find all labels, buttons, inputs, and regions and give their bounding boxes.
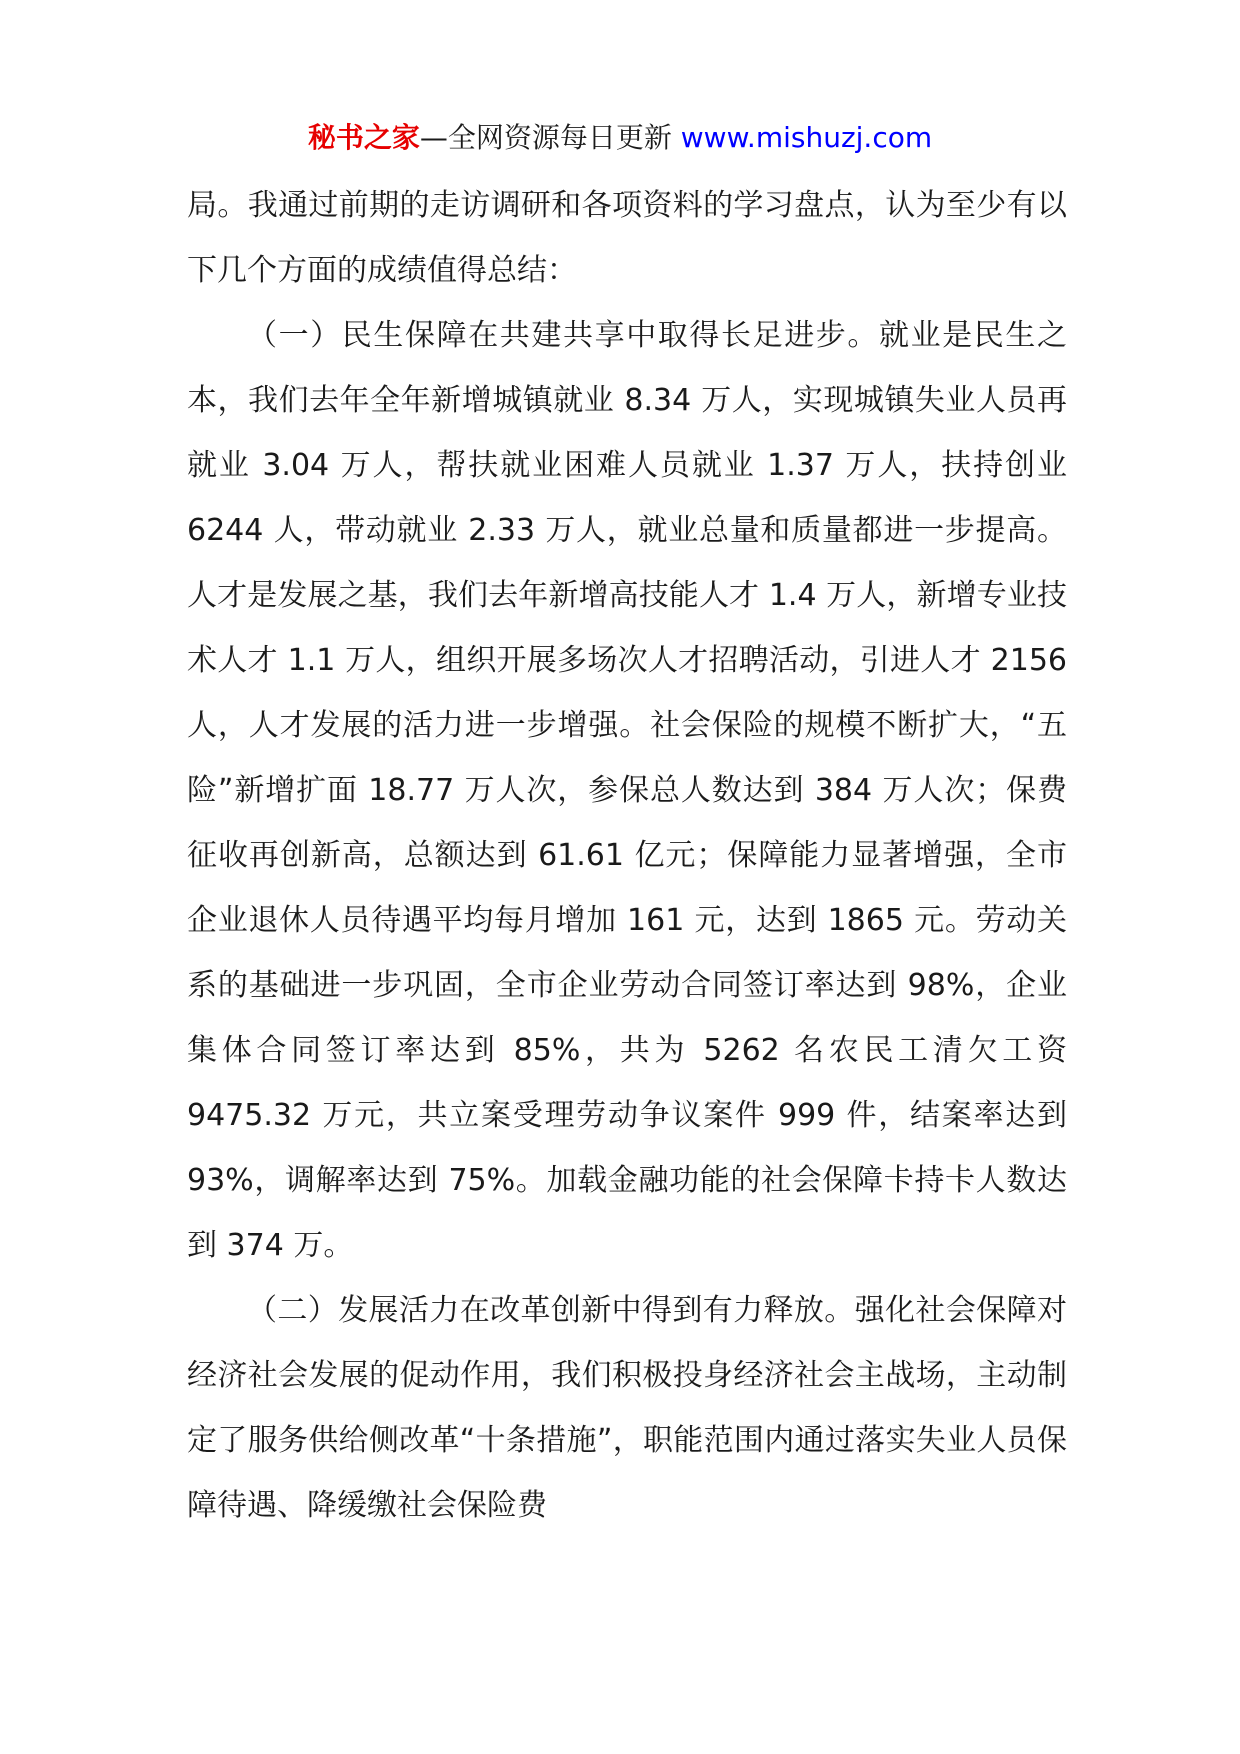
document-body bbox=[187, 173, 1067, 1538]
site-url-link[interactable]: www.mishuzj.com bbox=[680, 121, 933, 154]
site-header bbox=[0, 118, 1240, 158]
paragraph-intro: 局。我通过前期的走访调研和各项资料的学习盘点，认为至少有以下几个方面的成绩值得总结： bbox=[187, 188, 1067, 288]
site-tagline: —全网资源每日更新 bbox=[419, 121, 681, 154]
paragraph-section-2: （二）发展活力在改革创新中得到有力释放。强化社会保障对经济社会发展的促动作用，我们积极投身经济社会主战场，主动制定了服务供给侧改革“十条措施”，职能范围内通过落实失业人员保障待遇、降缓缴社会保险费 bbox=[187, 1293, 1067, 1523]
paragraph-section-1: （一）民生保障在共建共享中取得长足进步。就业是民生之本，我们去年全年新增城镇就业 8.34 万人，实现城镇失业人员再就业 3.04 万人，帮扶就业困难人员就业 1.37 万人，扶持创业 6244 人，带动就业 2.33 万人，就业总量和质量都进一步提高。人才是发展之基，我们去年新增高技能人才 1.4 万人，新增专业技术人才 1.1 万人，组织开展多场次人才招聘活动，引进人才 2156 人，人才发展的活力进一步增强。社会保险的规模不断扩大，“五险”新增扩面 18.77 万人次，参保总人数达到 384 万人次；保费征收再创新高，总额达到 61.61 亿元；保障能力显著增强，全市企业退休人员待遇平均每月增加 161 元，达到 1865 元。劳动关系的基础进一步巩固，全市企业劳动合同签订率达到 98%，企业集体合同签订率达到 85%，共为 5262 名农民工清欠工资 9475.32 万元，共立案受理劳动争议案件 999 件，结案率达到 93%，调解率达到 75%。加载金融功能的社会保障卡持卡人数达到 374 万。 bbox=[187, 318, 1067, 1263]
site-brand: 秘书之家 bbox=[307, 121, 420, 154]
